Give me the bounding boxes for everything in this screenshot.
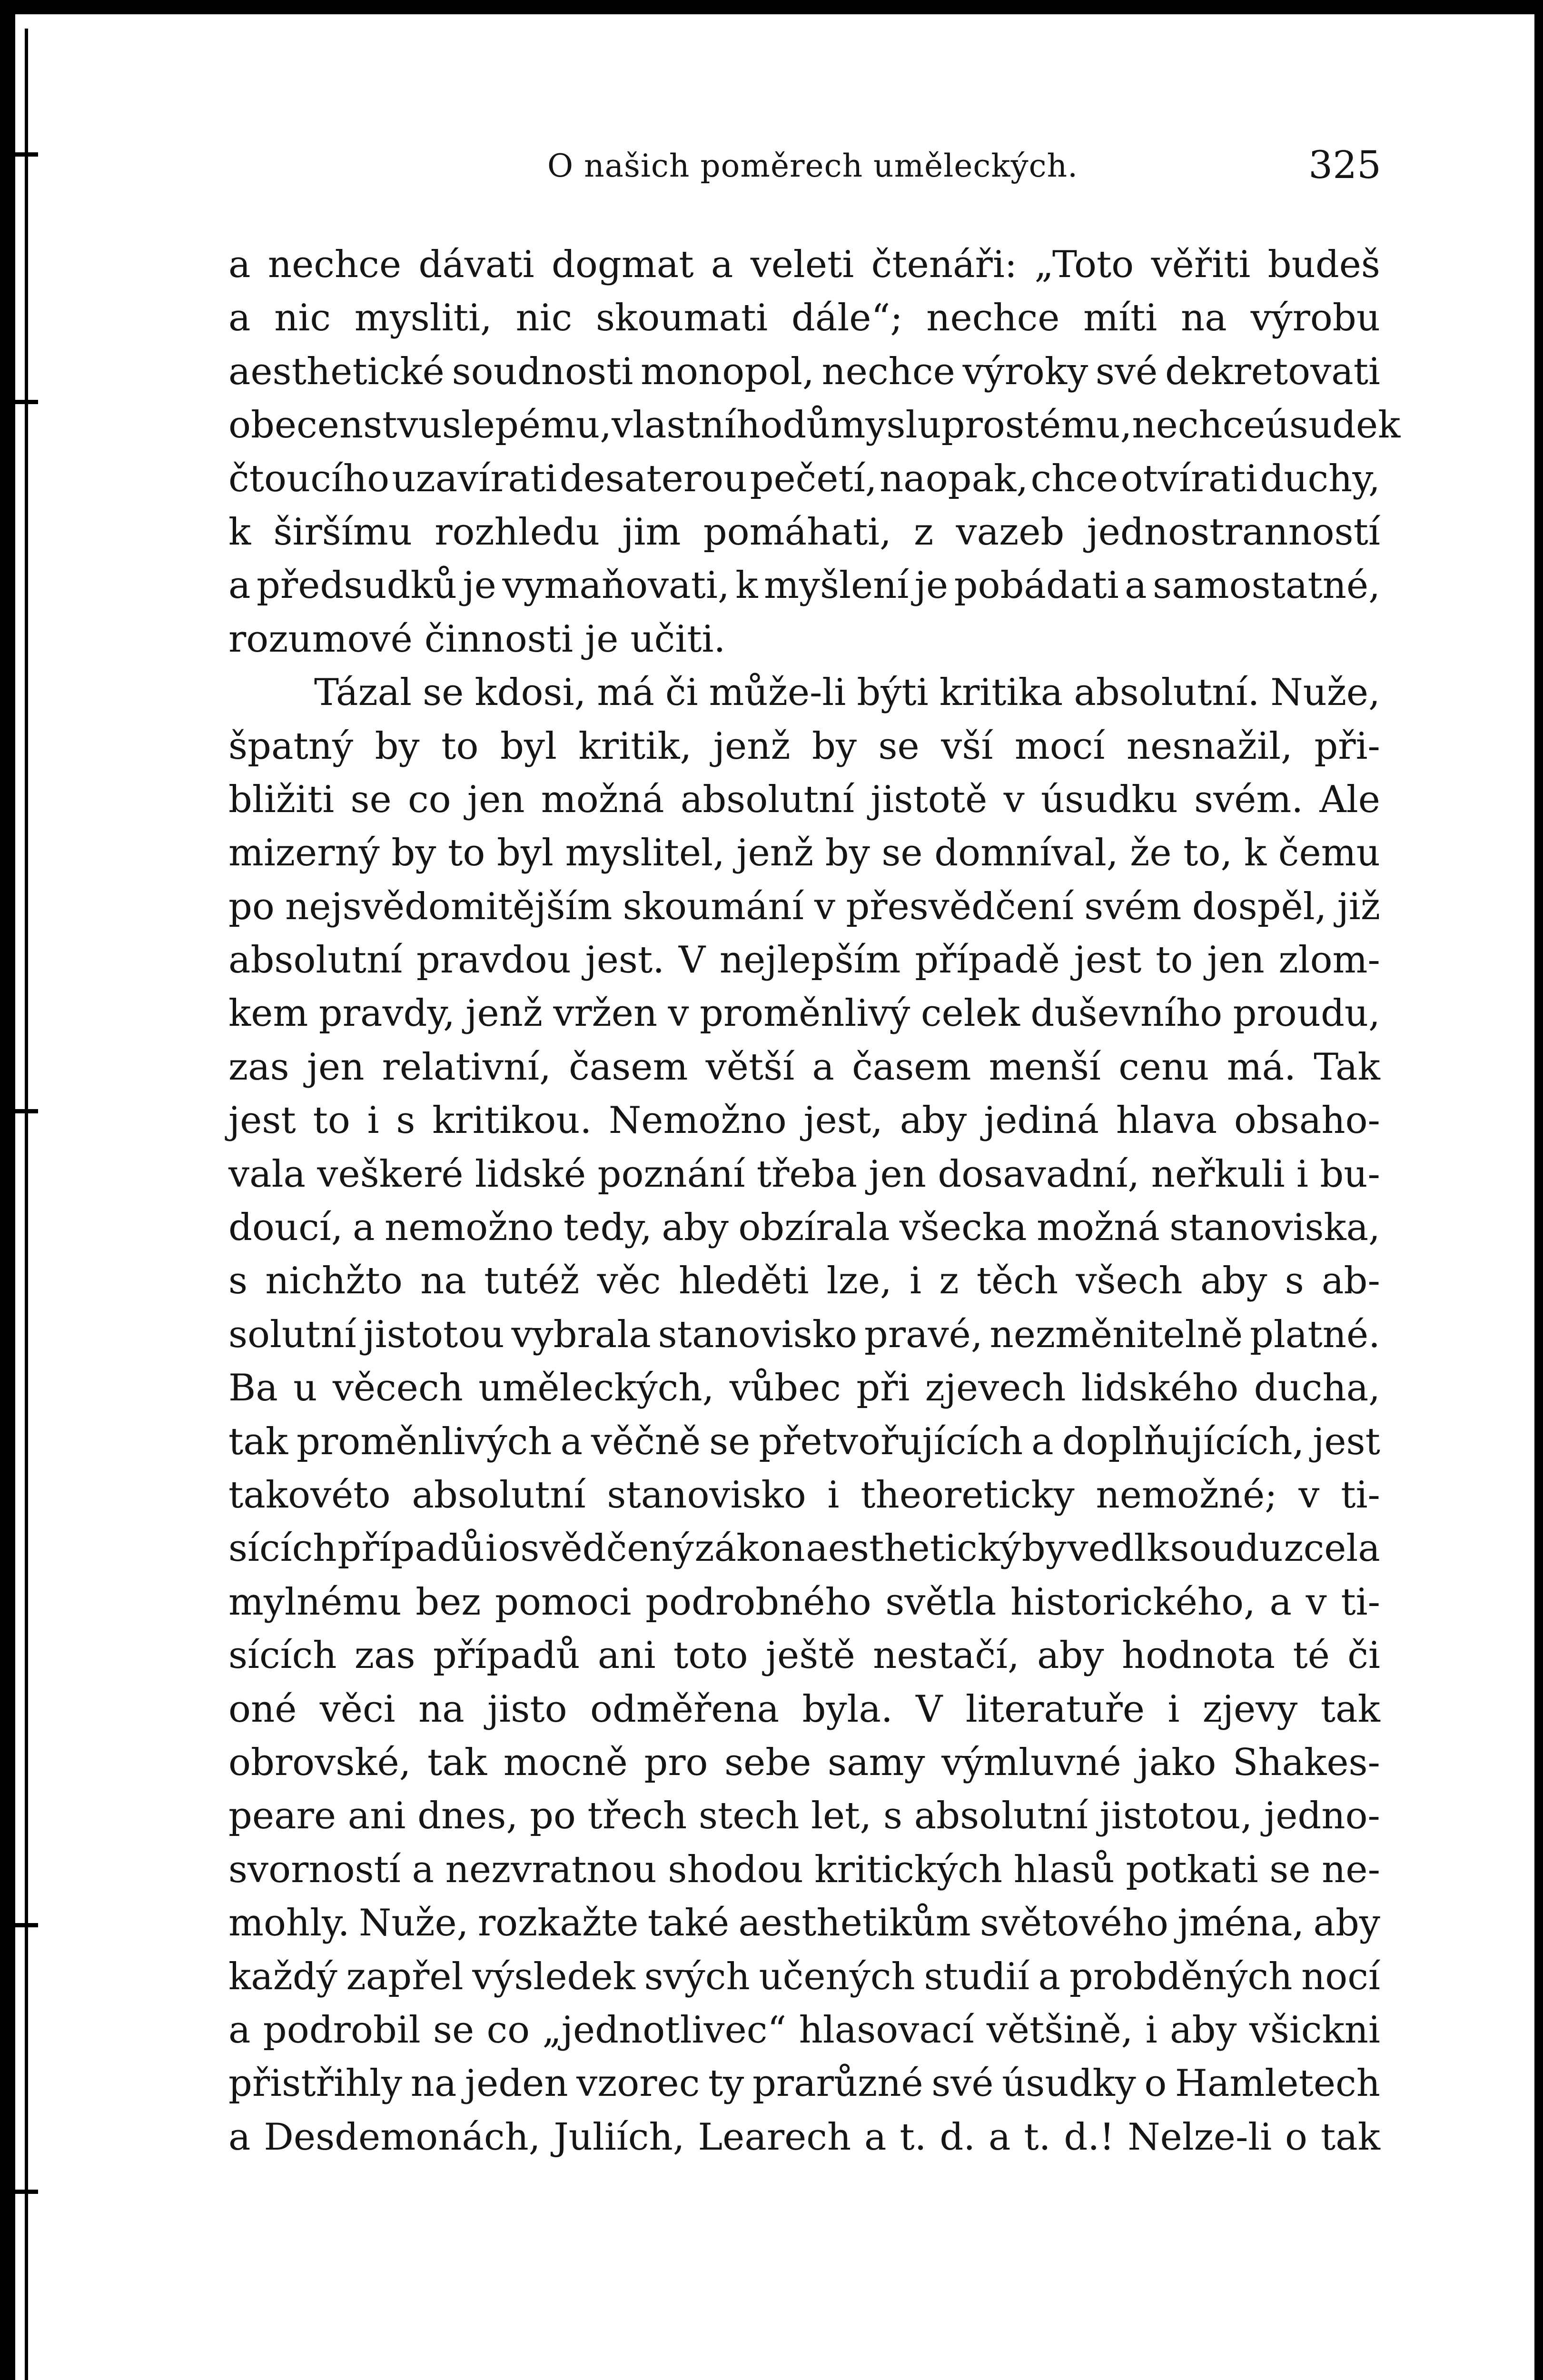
scan-border-right <box>1534 0 1543 2380</box>
scan-border-left <box>0 0 15 2380</box>
text-line: rozumové činnosti je učiti. <box>228 617 726 661</box>
text-line: aesthetické soudnosti monopol, nechce výroky své dekretovati <box>228 350 1380 393</box>
text-line: oné věci na jisto odměřena byla. V literatuře i zjevy tak <box>228 1687 1380 1731</box>
text-line: mizerný by to byl myslitel, jenž by se domníval, že to, k čemu <box>228 832 1380 875</box>
text-line: jest to i s kritikou. Nemožno jest, aby jediná hlava obsaho- <box>228 1099 1380 1142</box>
text-line: peare ani dnes, po třech stech let, s absolutní jistotou, jedno- <box>228 1795 1380 1838</box>
text-line: čtoucího uzavírati desaterou pečetí, naopak, chce otvírati duchy, <box>228 457 1380 500</box>
text-line: vala veškeré lidské poznání třeba jen dosavadní, neřkuli i bu- <box>228 1152 1380 1196</box>
text-line: sících zas případů ani toto ještě nestačí, aby hodnota té či <box>228 1634 1380 1677</box>
text-line: mylnému bez pomoci podrobného světla historického, a v ti- <box>228 1580 1380 1624</box>
text-line: absolutní pravdou jest. V nejlepším případě jest to jen zlom- <box>228 939 1380 982</box>
page-number: 325 <box>1308 143 1381 187</box>
binding-tick <box>5 1109 38 1113</box>
text-line: tak proměnlivých a věčně se přetvořujících a doplňujících, jest <box>228 1420 1380 1463</box>
text-line: každý zapřel výsledek svých učených studií a probděných nocí <box>228 1955 1380 1998</box>
scan-border-top <box>0 0 1543 14</box>
text-line: a Desdemonách, Juliích, Learech a t. d. a t. d.! Nelze-li o tak <box>228 2115 1380 2159</box>
binding-tick <box>5 152 38 157</box>
text-line: k širšímu rozhledu jim pomáhati, z vazeb jednostranností <box>228 510 1380 554</box>
text-line: bližiti se co jen možná absolutní jistotě v úsudku svém. Ale <box>228 778 1380 821</box>
text-line: doucí, a nemožno tedy, aby obzírala všecka možná stanoviska, <box>228 1206 1380 1250</box>
text-line: obecenstvu slepému, vlastního důmyslu prostému, nechce úsudek <box>228 404 1401 447</box>
running-title: O našich poměrech uměleckých. <box>547 148 1078 184</box>
text-line: a podrobil se co „jednotlivec“ hlasovací většině, i aby všickni <box>228 2008 1380 2052</box>
text-line: s nichžto na tutéž věc hleděti lze, i z těch všech aby s ab- <box>228 1259 1380 1303</box>
binding-tick <box>5 400 38 404</box>
text-line: Tázal se kdosi, má či může-li býti kritika absolutní. Nuže, <box>314 671 1380 714</box>
text-line: svorností a nezvratnou shodou kritických hlasů potkati se ne- <box>228 1848 1380 1891</box>
text-line: Ba u věcech uměleckých, vůbec při zjevech lidského ducha, <box>228 1367 1380 1410</box>
text-line: solutní jistotou vybrala stanovisko pravé, nezměnitelně platné. <box>228 1313 1380 1356</box>
text-line: takovéto absolutní stanovisko i theoreticky nemožné; v ti- <box>228 1473 1380 1517</box>
binding-tick <box>5 1923 38 1927</box>
text-line: sících případů i osvědčený zákon aesthetický by vedl k soudu zcela <box>228 1527 1380 1570</box>
text-line: a předsudků je vymaňovati, k myšlení je pobádati a samostatné, <box>228 564 1380 607</box>
text-line: špatný by to byl kritik, jenž by se vší mocí nesnažil, při- <box>228 724 1380 768</box>
text-line: kem pravdy, jenž vržen v proměnlivý celek duševního proudu, <box>228 992 1380 1035</box>
binding-tick <box>5 2190 38 2194</box>
text-line: a nic mysliti, nic skoumati dále“; nechce míti na výrobu <box>228 297 1380 340</box>
text-line: a nechce dávati dogmat a veleti čtenáři: „Toto věřiti budeš <box>228 243 1380 286</box>
binding-line <box>25 29 28 2380</box>
text-line: zas jen relativní, časem větší a časem menší cenu má. Tak <box>228 1045 1380 1089</box>
text-line: po nejsvědomitějším skoumání v přesvědčení svém dospěl, již <box>228 885 1380 928</box>
body-text <box>228 238 1401 2164</box>
text-line: obrovské, tak mocně pro sebe samy výmluvné jako Shakes- <box>228 1741 1380 1784</box>
text-line: přistřihly na jeden vzorec ty prarůzné své úsudky o Hamletech <box>228 2062 1380 2105</box>
text-line: mohly. Nuže, rozkažte také aesthetikům světového jména, aby <box>228 1902 1380 1945</box>
